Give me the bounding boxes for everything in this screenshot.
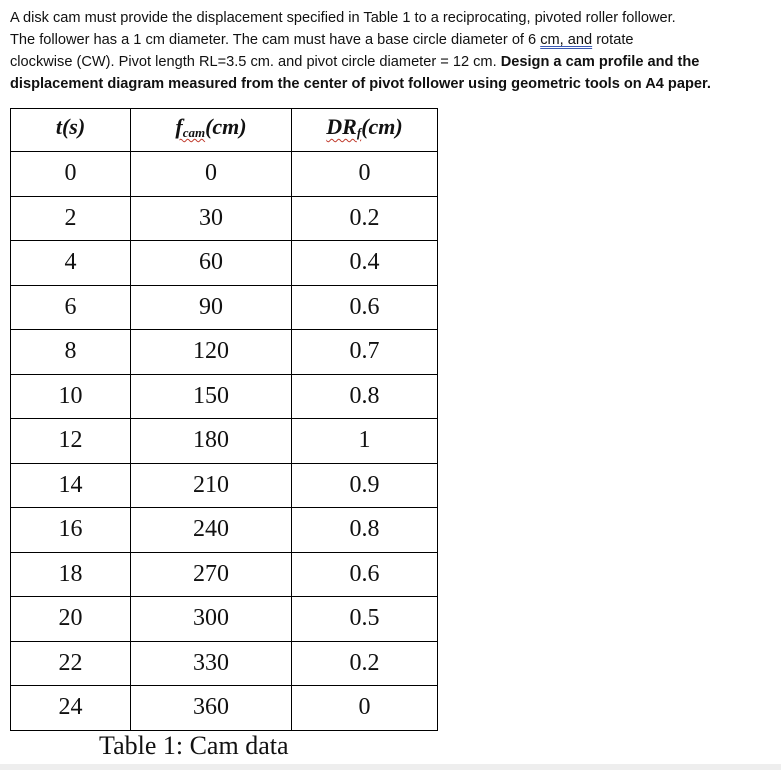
problem-line-3: clockwise (CW). Pivot length RL=3.5 cm. and pivot circle diameter = 12 cm. (10, 54, 501, 70)
cell-displacement: 0.4 (292, 241, 438, 286)
table-row (11, 419, 438, 464)
problem-line-2-underlined: cm, and (540, 32, 593, 48)
table-row (11, 285, 438, 330)
cell-time: 0 (11, 152, 131, 197)
cell-displacement: 0.5 (292, 597, 438, 642)
table-row (11, 552, 438, 597)
table-row (11, 374, 438, 419)
cell-cam-angle: 240 (131, 508, 292, 553)
cell-cam-angle: 300 (131, 597, 292, 642)
cell-cam-angle: 360 (131, 686, 292, 731)
header-cam-angle: $f_{cam}(cm)$ (131, 109, 292, 152)
table-row (11, 508, 438, 553)
table-row (11, 686, 438, 731)
cell-cam-angle: 60 (131, 241, 292, 286)
cell-displacement: 0.6 (292, 552, 438, 597)
cell-cam-angle: 150 (131, 374, 292, 419)
cell-displacement: 0.8 (292, 508, 438, 553)
problem-statement (10, 7, 775, 95)
cell-displacement: 0.8 (292, 374, 438, 419)
header-displacement: $DR_f(cm)$ (292, 109, 438, 152)
cell-time: 4 (11, 241, 131, 286)
cell-time: 14 (11, 463, 131, 508)
cell-time: 10 (11, 374, 131, 419)
table-caption: Table 1: Cam data (99, 731, 289, 760)
cell-time: 16 (11, 508, 131, 553)
cell-cam-angle: 210 (131, 463, 292, 508)
cell-time: 22 (11, 641, 131, 686)
cell-cam-angle: 0 (131, 152, 292, 197)
problem-line-4-bold: displacement diagram measured from the center of pivot follower using geometric tools on A4 paper. (10, 76, 711, 92)
bottom-divider (0, 764, 781, 770)
cell-time: 20 (11, 597, 131, 642)
problem-line-1: A disk cam must provide the displacement specified in Table 1 to a reciprocating, pivoted roller follower. (10, 10, 676, 26)
cell-displacement: 0.2 (292, 641, 438, 686)
table-row (11, 196, 438, 241)
cell-cam-angle: 90 (131, 285, 292, 330)
table-row (11, 641, 438, 686)
table-body (11, 152, 438, 731)
cell-displacement: 0.7 (292, 330, 438, 375)
cell-displacement: 0 (292, 152, 438, 197)
cell-cam-angle: 330 (131, 641, 292, 686)
cell-displacement: 0.6 (292, 285, 438, 330)
cell-time: 8 (11, 330, 131, 375)
displacement-symbol: $DR_f$ (326, 114, 362, 140)
cell-time: 6 (11, 285, 131, 330)
cell-time: 2 (11, 196, 131, 241)
cell-displacement: 0 (292, 686, 438, 731)
table-row (11, 597, 438, 642)
cell-displacement: 0.9 (292, 463, 438, 508)
cell-displacement: 0.2 (292, 196, 438, 241)
table-row (11, 330, 438, 375)
problem-line-2-end: rotate (592, 32, 634, 48)
cell-time: 12 (11, 419, 131, 464)
cell-cam-angle: 30 (131, 196, 292, 241)
table-row (11, 152, 438, 197)
cell-time: 24 (11, 686, 131, 731)
cell-cam-angle: 120 (131, 330, 292, 375)
cam-angle-symbol: $f_{cam}$ (175, 114, 206, 140)
cell-time: 18 (11, 552, 131, 597)
problem-line-3-bold: Design a cam profile and the (500, 54, 700, 70)
header-time: t(s) (11, 109, 131, 152)
table-header-row (11, 109, 438, 152)
cell-displacement: 1 (292, 419, 438, 464)
table-row (11, 241, 438, 286)
cell-cam-angle: 270 (131, 552, 292, 597)
cell-cam-angle: 180 (131, 419, 292, 464)
cam-data-table (10, 108, 438, 731)
problem-line-2-start: The follower has a 1 cm diameter. The cam must have a base circle diameter of 6 (10, 32, 541, 48)
table-row (11, 463, 438, 508)
